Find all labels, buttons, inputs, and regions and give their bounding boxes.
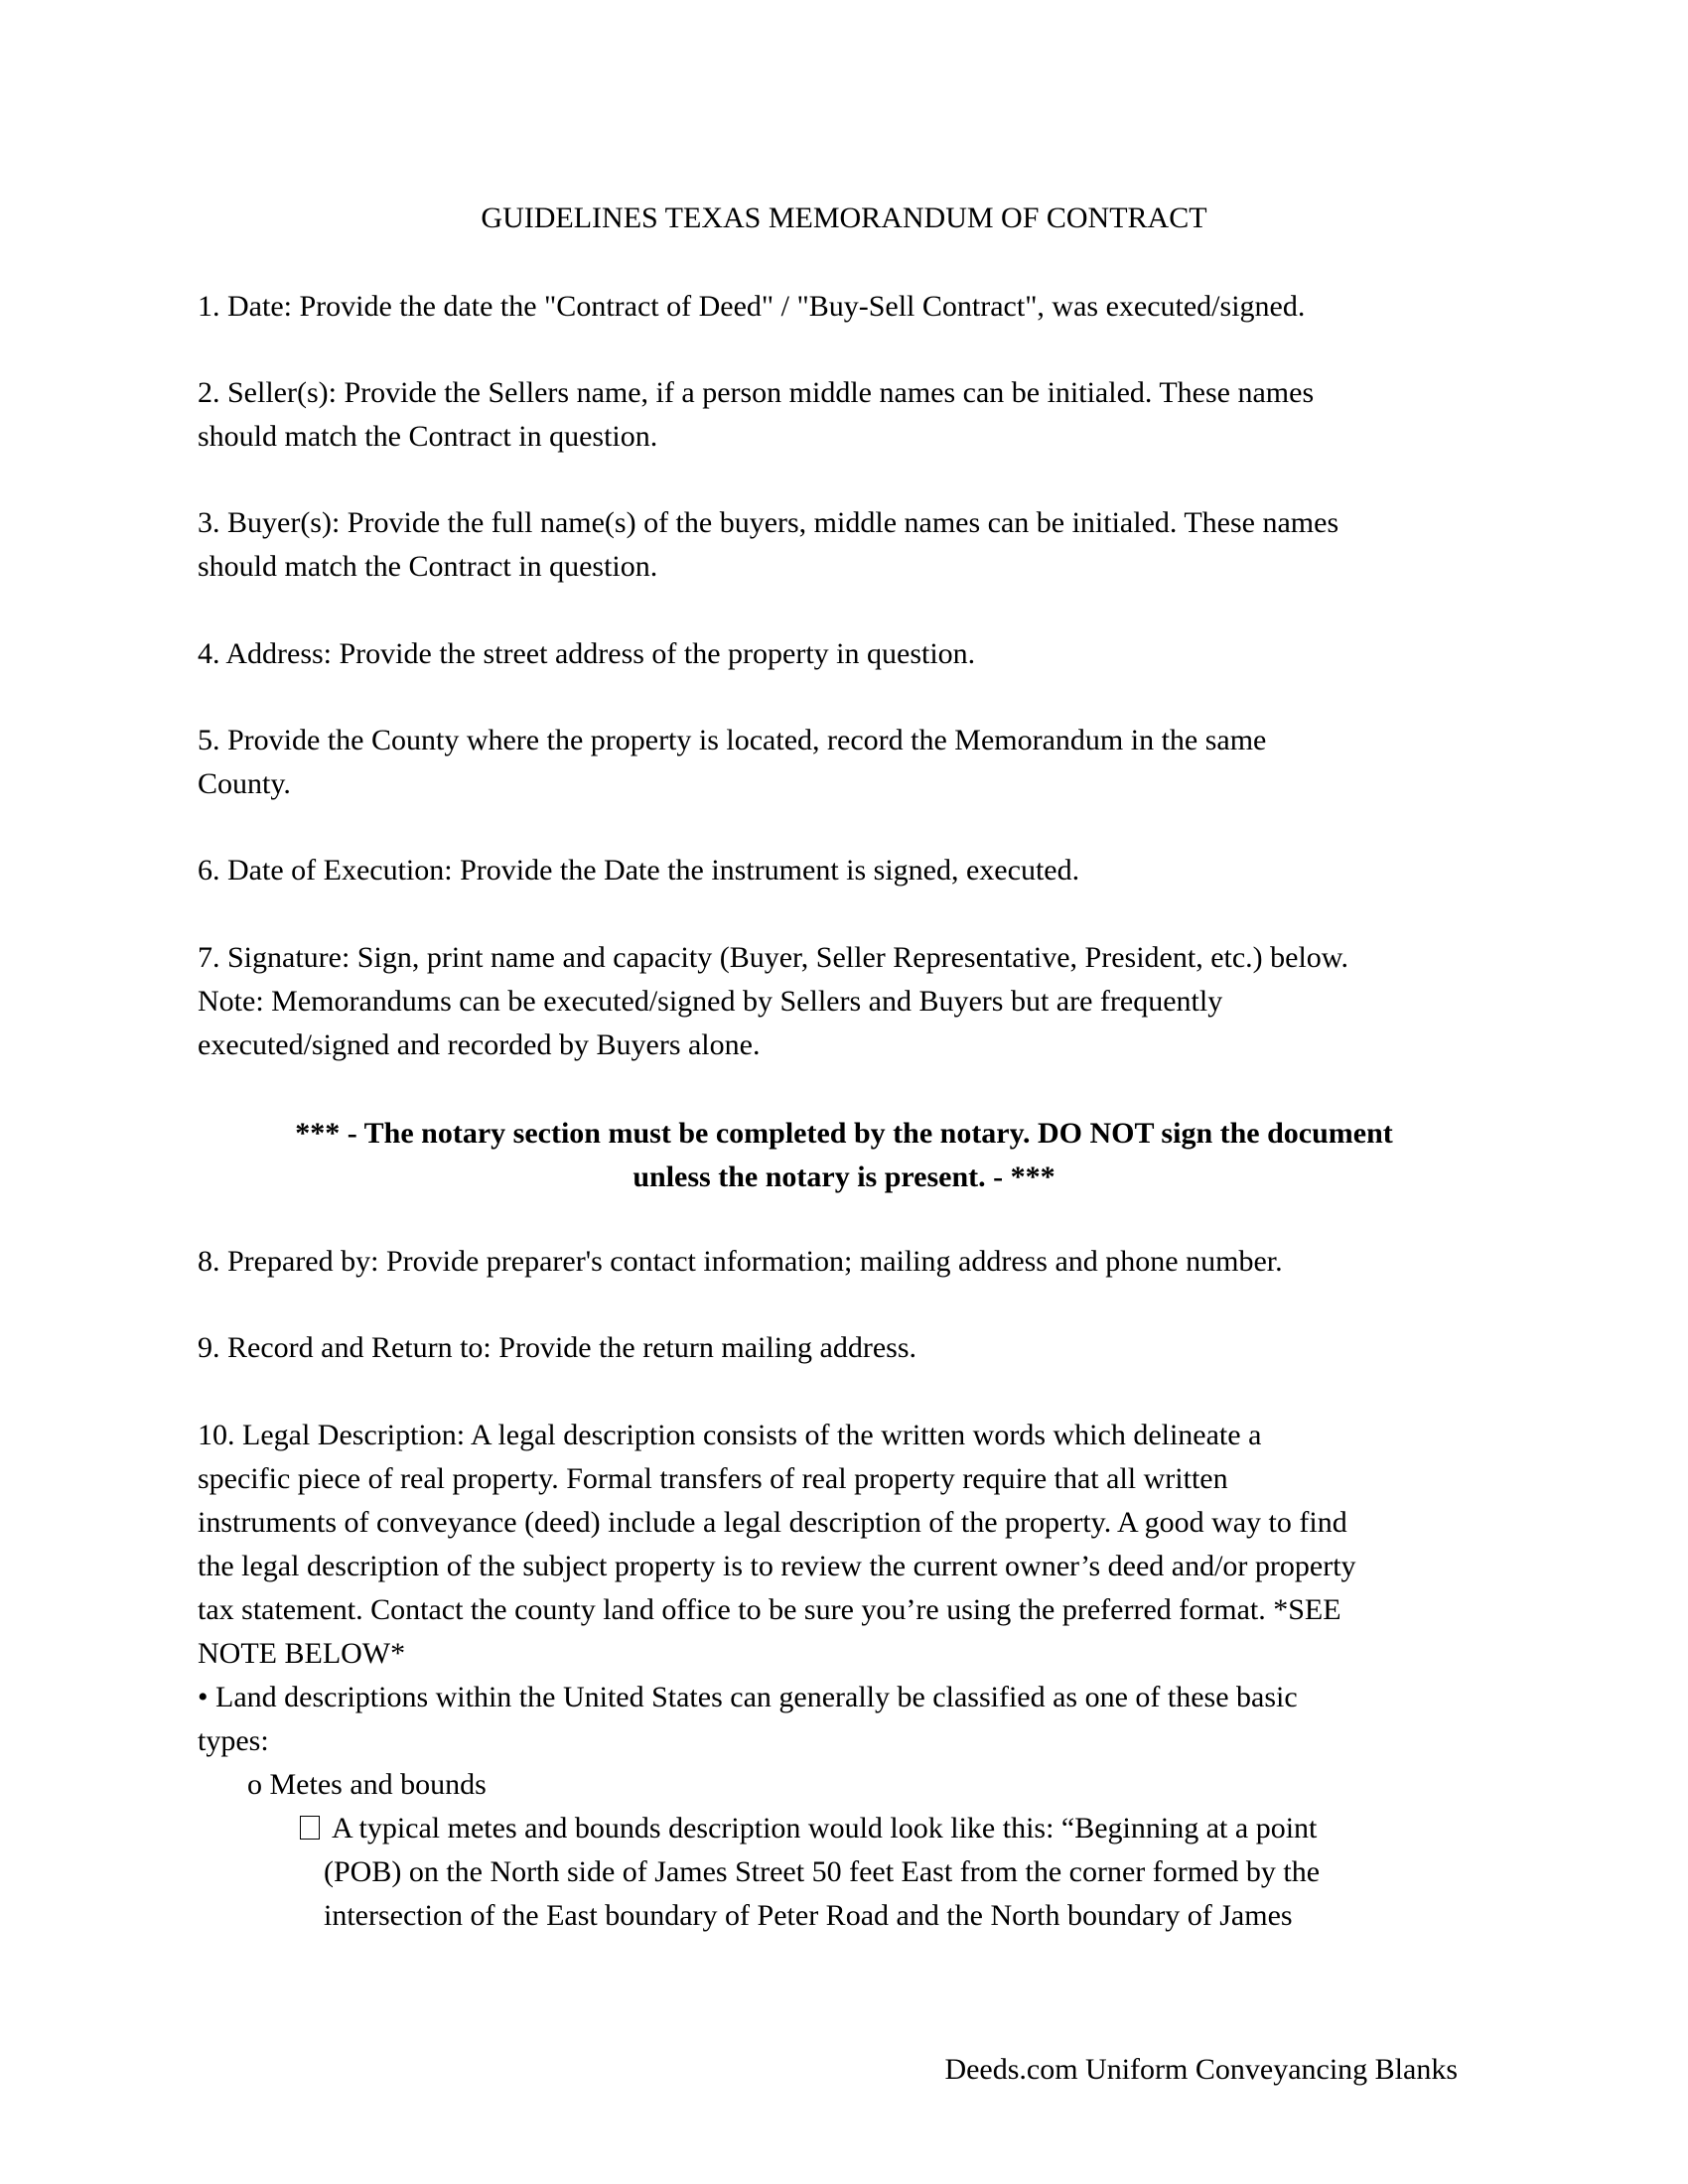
metes-and-bounds-item: o Metes and bounds xyxy=(247,1768,487,1801)
item-buyers-line-1: 3. Buyer(s): Provide the full name(s) of the buyers, middle names can be initialed. These names xyxy=(198,506,1339,539)
item-address-line-1: 4. Address: Provide the street address of the property in question. xyxy=(198,637,976,670)
notary-notice-line-2: unless the notary is present. - *** xyxy=(633,1160,1055,1193)
legal-description-line-1: 10. Legal Description: A legal description consists of the written words which delineate a xyxy=(198,1419,1262,1451)
footer-brand: Deeds.com Uniform Conveyancing Blanks xyxy=(944,2053,1458,2086)
item-signature-line-3: executed/signed and recorded by Buyers alone. xyxy=(198,1028,761,1061)
item-prepared-by-line-1: 8. Prepared by: Provide preparer's contact information; mailing address and phone number. xyxy=(198,1245,1283,1278)
item-prepared-by xyxy=(198,1240,1498,1284)
item-signature-line-2: Note: Memorandums can be executed/signed by Sellers and Buyers but are frequently xyxy=(198,985,1223,1018)
legal-description-line-5: tax statement. Contact the county land office to be sure you’re using the preferred format. *SEE xyxy=(198,1593,1341,1626)
document-title: GUIDELINES TEXAS MEMORANDUM OF CONTRACT xyxy=(481,202,1207,234)
item-county-line-1: 5. Provide the County where the property is located, record the Memorandum in the same xyxy=(198,724,1267,756)
item-signature-line-1: 7. Signature: Sign, print name and capacity (Buyer, Seller Representative, President, etc.) below. xyxy=(198,941,1349,974)
item-date xyxy=(198,285,1498,329)
legal-description-line-2: specific piece of real property. Formal transfers of real property require that all written xyxy=(198,1462,1228,1495)
item-sellers-line-2: should match the Contract in question. xyxy=(198,420,658,453)
notary-notice-line-1: *** - The notary section must be completed by the notary. DO NOT sign the document xyxy=(295,1117,1393,1150)
item-record-and-return xyxy=(198,1326,1498,1370)
item-date-line-1: 1. Date: Provide the date the "Contract of Deed" / "Buy-Sell Contract", was executed/signed. xyxy=(198,290,1306,323)
item-county xyxy=(198,719,1498,806)
land-types-bullet-line-1: • Land descriptions within the United States can generally be classified as one of these basic xyxy=(198,1681,1298,1713)
metes-example-line-1 xyxy=(198,1807,1498,1850)
metes-example-line-2: (POB) on the North side of James Street 50 feet East from the corner formed by the xyxy=(324,1855,1321,1888)
item-buyers-line-2: should match the Contract in question. xyxy=(198,550,658,583)
square-bullet-icon xyxy=(300,1816,320,1840)
metes-example-text-1: A typical metes and bounds description would look like this: “Beginning at a point xyxy=(332,1812,1318,1844)
item-legal-description xyxy=(198,1414,1498,1938)
metes-example-line-3: intersection of the East boundary of Peter Road and the North boundary of James xyxy=(324,1899,1293,1932)
legal-description-line-3: instruments of conveyance (deed) include a legal description of the property. A good way to find xyxy=(198,1506,1347,1539)
notary-notice xyxy=(0,1112,1688,1199)
item-signature xyxy=(198,936,1498,1067)
item-date-of-execution-line-1: 6. Date of Execution: Provide the Date the instrument is signed, executed. xyxy=(198,854,1080,887)
item-record-and-return-line-1: 9. Record and Return to: Provide the return mailing address. xyxy=(198,1331,916,1364)
item-sellers-line-1: 2. Seller(s): Provide the Sellers name, if a person middle names can be initialed. These names xyxy=(198,376,1315,409)
item-sellers xyxy=(198,371,1498,459)
legal-description-line-6: NOTE BELOW* xyxy=(198,1637,406,1670)
item-county-line-2: County. xyxy=(198,767,291,800)
legal-description-line-4: the legal description of the subject property is to review the current owner’s deed and/or property xyxy=(198,1550,1356,1582)
land-types-bullet-line-2: types: xyxy=(198,1724,269,1757)
item-date-of-execution xyxy=(198,849,1498,892)
item-buyers xyxy=(198,501,1498,589)
item-address xyxy=(198,632,1498,676)
